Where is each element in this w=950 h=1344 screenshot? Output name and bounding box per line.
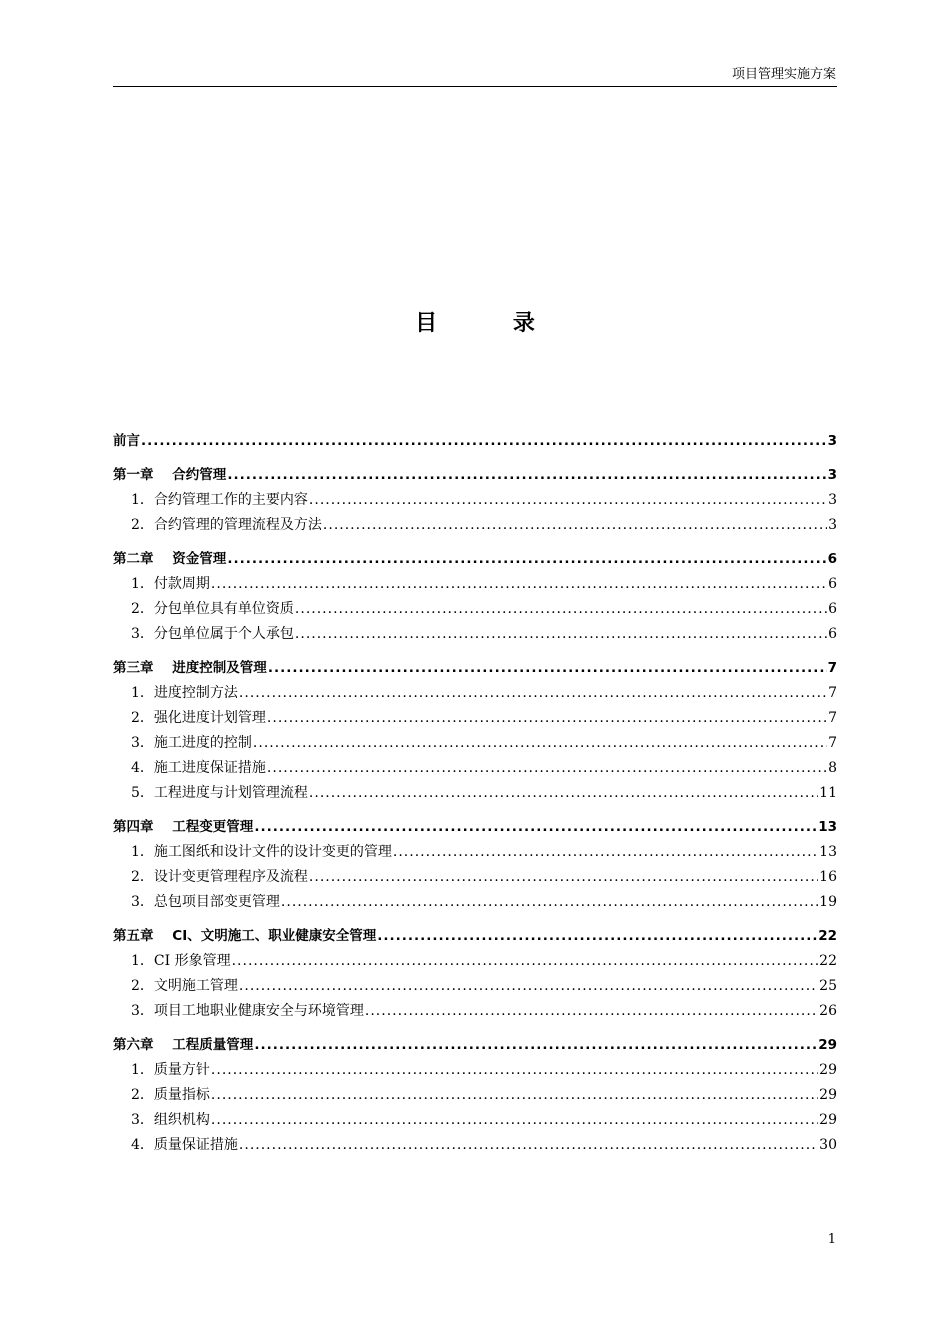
dot-leader	[239, 683, 827, 703]
toc-chapter-entry[interactable]	[113, 926, 837, 951]
table-of-contents	[113, 431, 837, 1160]
toc-section-entry[interactable]	[113, 624, 837, 649]
toc-entry-label: 2．设计变更管理程序及流程	[131, 869, 308, 885]
toc-section-entry[interactable]	[113, 1110, 837, 1135]
toc-section-entry[interactable]	[113, 1135, 837, 1160]
toc-entry-label: 2．质量指标	[131, 1087, 210, 1103]
toc-entry-page: 13	[819, 844, 837, 860]
dot-leader	[232, 951, 819, 971]
toc-entry-label: 1．施工图纸和设计文件的设计变更的管理	[131, 844, 392, 860]
toc-entry-page: 3	[827, 433, 837, 449]
toc-entry-page: 7	[827, 660, 837, 676]
toc-entry-label: 2．合约管理的管理流程及方法	[131, 517, 322, 533]
toc-entry-page: 6	[827, 551, 837, 567]
toc-entry-label: 1．质量方针	[131, 1062, 210, 1078]
dot-leader	[211, 574, 827, 594]
toc-entry-page: 3	[827, 467, 837, 483]
toc-section-entry[interactable]	[113, 867, 837, 892]
toc-entry-label: 第六章 工程质量管理	[113, 1037, 254, 1053]
running-header: 项目管理实施方案	[731, 67, 836, 82]
toc-section-entry[interactable]	[113, 842, 837, 867]
dot-leader	[267, 758, 827, 778]
toc-entry-label: 3．施工进度的控制	[131, 735, 252, 751]
toc-entry-label: 2．分包单位具有单位资质	[131, 601, 294, 617]
toc-entry-page: 7	[828, 685, 837, 701]
dot-leader	[141, 431, 827, 451]
toc-entry-page: 11	[819, 785, 837, 801]
toc-section-entry[interactable]	[113, 1001, 837, 1026]
dot-leader	[323, 515, 827, 535]
dot-leader	[239, 976, 818, 996]
toc-section-entry[interactable]	[113, 783, 837, 808]
dot-leader	[268, 658, 827, 678]
toc-section-entry[interactable]	[113, 683, 837, 708]
toc-entry-label: 第二章 资金管理	[113, 551, 227, 567]
toc-entry-page: 6	[828, 626, 837, 642]
toc-entry-label: 3．项目工地职业健康安全与环境管理	[131, 1003, 364, 1019]
toc-entry-page: 22	[819, 953, 837, 969]
toc-entry-page: 16	[819, 869, 837, 885]
toc-entry-page: 7	[828, 710, 837, 726]
toc-entry-label: 1．合约管理工作的主要内容	[131, 492, 308, 508]
dot-leader	[377, 926, 817, 946]
toc-entry-label: 2．强化进度计划管理	[131, 710, 266, 726]
dot-leader	[254, 1035, 817, 1055]
toc-entry-label: 前言	[113, 433, 140, 449]
toc-chapter-entry[interactable]	[113, 549, 837, 574]
toc-section-entry[interactable]	[113, 1060, 837, 1085]
toc-section-entry[interactable]	[113, 733, 837, 758]
dot-leader	[393, 842, 818, 862]
toc-entry-page: 6	[828, 576, 837, 592]
toc-chapter-entry[interactable]	[113, 1035, 837, 1060]
toc-entry-label: 4．施工进度保证措施	[131, 760, 266, 776]
toc-entry-page: 8	[828, 760, 837, 776]
toc-entry-page: 6	[828, 601, 837, 617]
toc-entry-label: 3．分包单位属于个人承包	[131, 626, 294, 642]
dot-leader	[309, 867, 818, 887]
toc-entry-page: 30	[819, 1137, 837, 1153]
toc-entry-page: 13	[818, 819, 837, 835]
toc-entry-page: 26	[819, 1003, 837, 1019]
toc-chapter-entry[interactable]	[113, 465, 837, 490]
toc-chapter-entry[interactable]	[113, 817, 837, 842]
toc-entry-label: 1．CI 形象管理	[131, 953, 231, 969]
toc-section-entry[interactable]	[113, 976, 837, 1001]
toc-entry-label: 5．工程进度与计划管理流程	[131, 785, 308, 801]
page-number: 1	[827, 1232, 836, 1247]
toc-entry-label: 第四章 工程变更管理	[113, 819, 254, 835]
dot-leader	[365, 1001, 818, 1021]
toc-entry-page: 19	[819, 894, 837, 910]
toc-section-entry[interactable]	[113, 951, 837, 976]
dot-leader	[267, 708, 827, 728]
dot-leader	[309, 783, 818, 803]
toc-entry-page: 29	[819, 1062, 837, 1078]
toc-entry-label: 第五章 CI、文明施工、职业健康安全管理	[113, 928, 377, 944]
toc-entry-page: 29	[819, 1112, 837, 1128]
dot-leader	[281, 892, 818, 912]
toc-entry-label: 1．付款周期	[131, 576, 210, 592]
toc-entry-page: 3	[828, 492, 837, 508]
toc-entry-page: 25	[819, 978, 837, 994]
toc-section-entry[interactable]	[113, 758, 837, 783]
toc-chapter-entry[interactable]	[113, 658, 837, 683]
toc-entry-page: 22	[818, 928, 837, 944]
dot-leader	[295, 624, 827, 644]
toc-entry-page: 7	[828, 735, 837, 751]
dot-leader	[254, 817, 817, 837]
dot-leader	[227, 549, 826, 569]
dot-leader	[309, 490, 827, 510]
dot-leader	[211, 1060, 818, 1080]
toc-entry-label: 1．进度控制方法	[131, 685, 238, 701]
toc-entry-page: 29	[818, 1037, 837, 1053]
toc-section-entry[interactable]	[113, 708, 837, 733]
dot-leader	[211, 1085, 818, 1105]
toc-chapter-entry[interactable]	[113, 431, 837, 456]
toc-entry-label: 2．文明施工管理	[131, 978, 238, 994]
toc-entry-label: 3．组织机构	[131, 1112, 210, 1128]
toc-section-entry[interactable]	[113, 490, 837, 515]
dot-leader	[239, 1135, 818, 1155]
dot-leader	[295, 599, 827, 619]
toc-title: 目 录	[415, 311, 569, 336]
toc-entry-label: 4．质量保证措施	[131, 1137, 238, 1153]
toc-section-entry[interactable]	[113, 599, 837, 624]
toc-section-entry[interactable]	[113, 1085, 837, 1110]
toc-entry-label: 第三章 进度控制及管理	[113, 660, 267, 676]
dot-leader	[253, 733, 827, 753]
dot-leader	[227, 465, 826, 485]
toc-section-entry[interactable]	[113, 892, 837, 917]
dot-leader	[211, 1110, 818, 1130]
toc-entry-page: 29	[819, 1087, 837, 1103]
toc-section-entry[interactable]	[113, 574, 837, 599]
header-rule	[113, 86, 837, 87]
toc-entry-label: 3．总包项目部变更管理	[131, 894, 280, 910]
toc-section-entry[interactable]	[113, 515, 837, 540]
toc-entry-label: 第一章 合约管理	[113, 467, 227, 483]
toc-entry-page: 3	[828, 517, 837, 533]
